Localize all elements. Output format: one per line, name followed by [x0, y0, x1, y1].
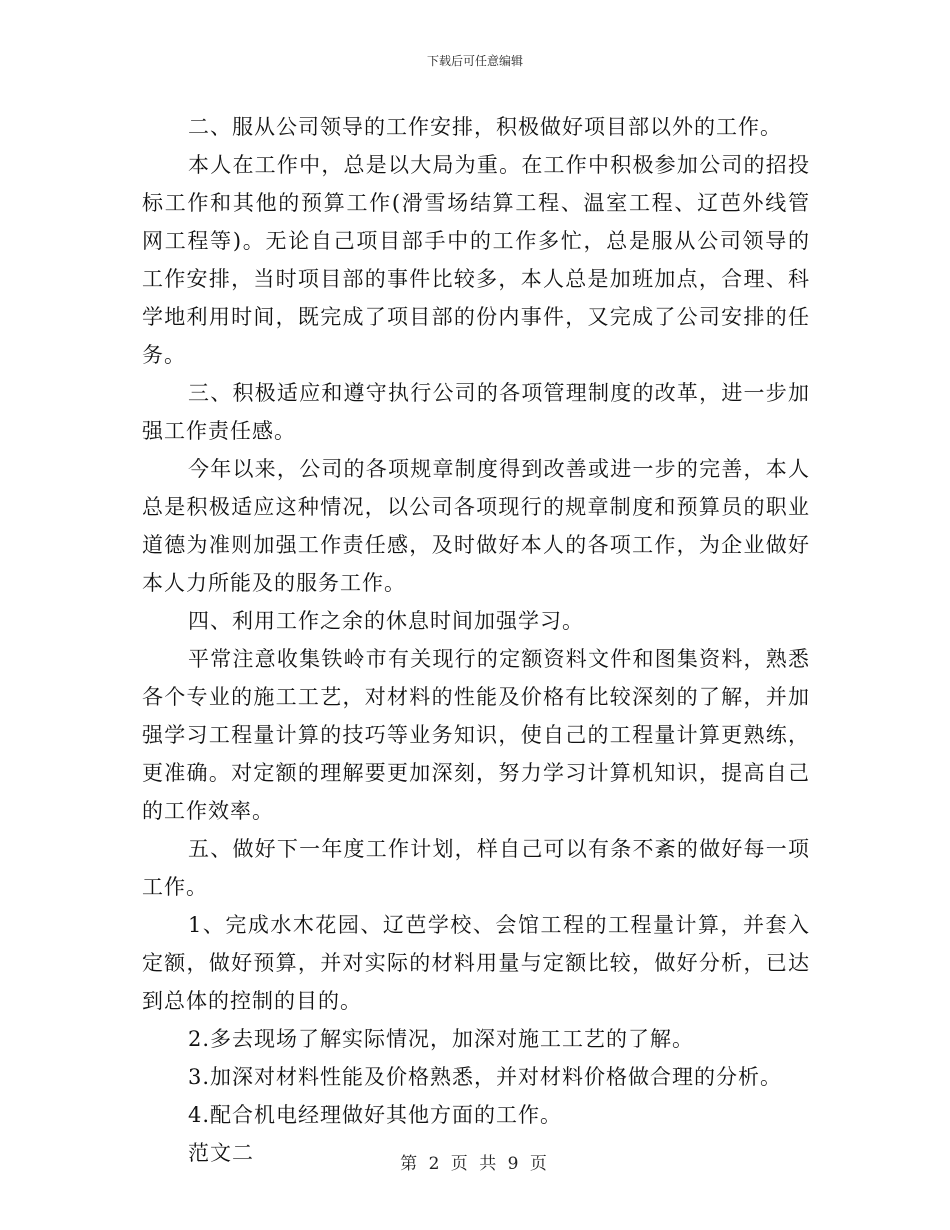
section-heading-5: 五、做好下一年度工作计划，样自己可以有条不紊的做好每一项工作。 [142, 837, 810, 899]
page-header: 下载后可任意编辑 [426, 54, 523, 68]
paragraph: 本人在工作中，总是以大局为重。在工作中积极参加公司的招投标工作和其他的预算工作(滑雪场结算工程、温室工程、辽芭外线管网工程等)。无论自己项目部手中的工作多忙，总是服从公司领导的工作安排，当时项目部的事件比较多，本人总是加班加点，合理、科学地利用时间，既完成了项目部的份内事件，又完成了公司安排的任务。 [142, 153, 810, 367]
section-heading-3: 三、积极适应和遵守执行公司的各项管理制度的改革，进一步加强工作责任感。 [142, 381, 810, 443]
list-item: 1、完成水木花园、辽芭学校、会馆工程的工程量计算，并套入定额，做好预算，并对实际的材料用量与定额比较，做好分析，已达到总体的控制的目的。 [142, 913, 810, 1013]
sample-title: 范文二 [188, 1141, 254, 1165]
list-item: 3.加深对材料性能及价格熟悉，并对材料价格做合理的分析。 [188, 1065, 783, 1089]
section-heading-2: 二、服从公司领导的工作安排，积极做好项目部以外的工作。 [188, 115, 782, 139]
section-heading-4: 四、利用工作之余的休息时间加强学习。 [188, 609, 584, 633]
paragraph: 今年以来，公司的各项规章制度得到改善或进一步的完善，本人总是积极适应这种情况，以公司各项现行的规章制度和预算员的职业道德为准则加强工作责任感，及时做好本人的各项工作，为企业做好本人力所能及的服务工作。 [142, 457, 810, 595]
paragraph: 平常注意收集铁岭市有关现行的定额资料文件和图集资料，熟悉各个专业的施工工艺，对材料的性能及价格有比较深刻的了解，并加强学习工程量计算的技巧等业务知识，使自己的工程量计算更熟练，更准确。对定额的理解要更加深刻，努力学习计算机知识，提高自己的工作效率。 [142, 647, 810, 823]
list-item: 2.多去现场了解实际情况，加深对施工工艺的了解。 [188, 1027, 695, 1051]
page-number: 第 2 页 共 9 页 [400, 1154, 550, 1174]
list-item: 4.配合机电经理做好其他方面的工作。 [188, 1103, 563, 1127]
document-body [142, 108, 810, 1172]
